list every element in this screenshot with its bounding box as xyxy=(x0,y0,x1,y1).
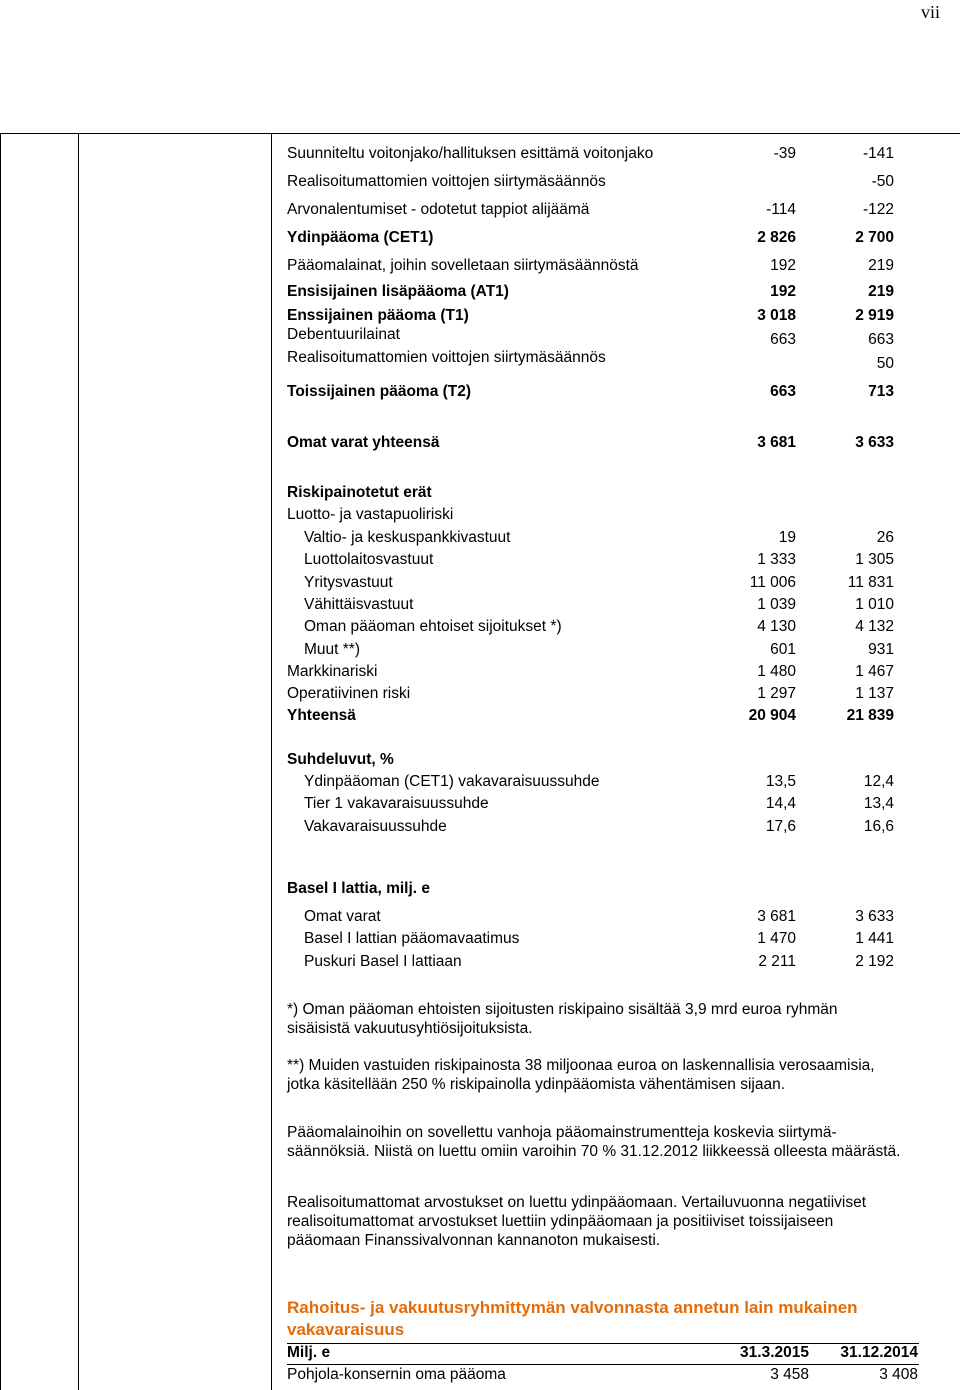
conglomerate-heading-line: vakavaraisuus xyxy=(287,1320,405,1339)
row-label: Muut **) xyxy=(304,640,360,658)
value-2014: 219 xyxy=(868,283,894,300)
row-label: Pohjola-konsernin oma pääoma xyxy=(287,1366,506,1383)
capital-row xyxy=(287,143,907,165)
capital-row xyxy=(287,281,907,303)
ratios-section-title xyxy=(287,749,907,771)
header-2014: 31.12.2014 xyxy=(840,1344,918,1361)
risk-row xyxy=(287,572,907,594)
capital-row xyxy=(287,171,907,193)
value-2015: 2 826 xyxy=(757,229,796,246)
header-2015: 31.3.2015 xyxy=(740,1344,809,1361)
row-label: Vähittäisvastuut xyxy=(304,595,414,613)
value-2015: 14,4 xyxy=(765,795,796,813)
value-2015: 601 xyxy=(770,640,796,658)
value-2014: -50 xyxy=(871,173,894,190)
unrealised-values-row xyxy=(287,353,907,375)
value-2014: 3 408 xyxy=(879,1366,918,1383)
value-2014: 1 467 xyxy=(855,662,894,680)
row-label: Oman pääoman ehtoiset sijoitukset *) xyxy=(304,618,562,636)
row-label: Basel I lattia, milj. e xyxy=(287,880,431,897)
value-2014: 2 192 xyxy=(855,952,894,970)
value-2015: 3 681 xyxy=(757,434,796,451)
value-2014: 12,4 xyxy=(863,773,894,790)
note-paragraph xyxy=(287,1000,947,1038)
value-2014: 3 633 xyxy=(855,434,894,451)
value-2014: 16,6 xyxy=(863,817,894,835)
ratio-row xyxy=(287,816,907,838)
risk-row xyxy=(287,616,907,638)
row-label: Ydinpääoman (CET1) vakavaraisuussuhde xyxy=(304,773,600,790)
row-label: Enssijainen pääoma (T1) xyxy=(287,307,469,324)
note-line: **) Muiden vastuiden riskipainosta 38 miljoonaa euroa on laskennallisia verosaamisia, xyxy=(287,1057,875,1074)
row-label: Vakavaraisuussuhde xyxy=(304,817,447,835)
row-label: Yritysvastuut xyxy=(304,573,393,591)
basel-row xyxy=(287,928,907,950)
own-funds-total-row xyxy=(287,432,907,454)
frame-left-line xyxy=(0,133,1,1390)
value-2015: 3 681 xyxy=(757,908,796,925)
value-2015: 13,5 xyxy=(765,773,796,790)
risk-row xyxy=(287,639,907,661)
frame-col-line-1 xyxy=(78,133,79,1390)
row-label: Toissijainen pääoma (T2) xyxy=(287,383,472,400)
value-2015: 663 xyxy=(770,383,796,400)
value-2015: -39 xyxy=(773,145,796,162)
row-label: Luottolaitosvastuut xyxy=(304,551,434,569)
value-2015: 4 130 xyxy=(757,618,796,636)
note-line: Realisoitumattomat arvostukset on luettu ydinpääomaan. Vertailuvuonna negatiiviset xyxy=(287,1194,867,1211)
value-2014: -122 xyxy=(862,201,894,218)
row-label: Arvonalentumiset - odotetut tappiot alijäämä xyxy=(287,201,590,218)
note-line: *) Oman pääoman ehtoisten sijoitusten riskipaino sisältää 3,9 mrd euroa ryhmän xyxy=(287,1001,838,1018)
value-2014: 11 831 xyxy=(847,573,894,591)
ratio-row xyxy=(287,793,907,815)
basel-row xyxy=(287,951,907,973)
value-2015: 192 xyxy=(770,257,796,274)
row-label: Puskuri Basel I lattiaan xyxy=(304,952,462,970)
row-label: Valtio- ja keskuspankkivastuut xyxy=(304,529,511,546)
capital-row xyxy=(287,255,907,277)
frame-top-line xyxy=(0,133,960,134)
capital-row xyxy=(287,227,907,249)
value-2015: 1 333 xyxy=(757,551,796,569)
frame-col-line-2 xyxy=(271,133,272,1390)
value-2015: 1 470 xyxy=(757,930,796,948)
note-paragraph xyxy=(287,1193,947,1250)
basel-section-title xyxy=(287,878,907,900)
row-label: Ensisijainen lisäpääoma (AT1) xyxy=(287,283,509,300)
value-2015: 19 xyxy=(778,529,796,546)
value-2015: 20 904 xyxy=(748,707,796,725)
row-label: Suhdeluvut, % xyxy=(287,751,394,768)
value-2014: 3 633 xyxy=(855,908,894,925)
value-2015: 2 211 xyxy=(758,952,796,970)
value-2014: 219 xyxy=(868,257,894,274)
risk-row xyxy=(287,549,907,571)
value-2014: 26 xyxy=(876,529,894,546)
row-label: Riskipainotetut erät xyxy=(287,484,432,501)
capital-row xyxy=(287,199,907,221)
conglomerate-row xyxy=(287,1365,919,1385)
conglomerate-heading-line: Rahoitus- ja vakuutusryhmittymän valvonnasta annetun lain mukainen xyxy=(287,1298,858,1317)
risk-row xyxy=(287,683,907,705)
page-number: vii xyxy=(920,2,940,22)
t2-total-row xyxy=(287,381,907,403)
note-line: pääomaan Finanssivalvonnan kannanoton mukaisesti. xyxy=(287,1232,661,1249)
value-2014: 931 xyxy=(868,640,894,658)
value-2014: 2 700 xyxy=(855,229,894,246)
risk-row xyxy=(287,594,907,616)
row-label: Tier 1 vakavaraisuussuhde xyxy=(304,795,489,813)
note-line: Pääomalainoihin on sovellettu vanhoja pääomainstrumentteja koskevia siirtymä- xyxy=(287,1124,837,1141)
risk-row xyxy=(287,661,907,683)
value-2014: 4 132 xyxy=(855,618,894,636)
value-2015: 1 480 xyxy=(757,662,796,680)
value-2015: 1 297 xyxy=(757,685,796,703)
value-2014: 713 xyxy=(868,383,894,400)
risk-row xyxy=(287,527,907,549)
value-2015: 3 018 xyxy=(757,307,796,324)
value-2014: 1 305 xyxy=(855,551,894,569)
ratio-row xyxy=(287,771,907,793)
value-2015: 192 xyxy=(770,283,796,300)
conglomerate-heading xyxy=(287,1297,927,1341)
note-line: sisäisistä vakuutusyhtiösijoituksista. xyxy=(287,1020,533,1037)
note-line: säännöksiä. Niistä on luettu omiin varoihin 70 % 31.12.2012 liikkeessä olleesta määrästä. xyxy=(287,1143,901,1160)
row-label: Luotto- ja vastapuoliriski xyxy=(287,506,454,523)
value-2014: 663 xyxy=(868,331,894,348)
value-2015: 3 458 xyxy=(770,1366,809,1383)
value-2015: 11 006 xyxy=(749,573,796,591)
value-2014: 13,4 xyxy=(863,795,894,813)
value-2015: 663 xyxy=(770,331,796,348)
value-2015: 1 039 xyxy=(757,595,796,613)
note-paragraph xyxy=(287,1056,947,1094)
row-label: Realisoitumattomien voittojen siirtymäsäännös xyxy=(287,173,606,190)
conglomerate-header-row xyxy=(287,1343,919,1363)
note-line: jotka käsitellään 250 % riskipainolla ydinpääomista vähentämisen sijaan. xyxy=(287,1076,786,1093)
row-label: Pääomalainat, joihin sovelletaan siirtymäsäännöstä xyxy=(287,257,639,274)
value-2014: -141 xyxy=(862,145,894,162)
value-2014: 1 441 xyxy=(855,930,894,948)
value-2014: 2 919 xyxy=(855,307,894,324)
row-label: Realisoitumattomien voittojen siirtymäsäännös xyxy=(287,349,606,366)
row-label: Basel I lattian pääomavaatimus xyxy=(304,930,520,948)
basel-row xyxy=(287,906,907,928)
row-label: Operatiivinen riski xyxy=(287,685,411,703)
value-2014: 21 839 xyxy=(846,707,894,725)
value-2015: -114 xyxy=(766,201,796,218)
value-2014: 1 137 xyxy=(855,685,894,703)
row-label: Ydinpääoma (CET1) xyxy=(287,229,434,246)
row-label: Omat varat yhteensä xyxy=(287,434,440,451)
row-label: Debentuurilainat xyxy=(287,326,400,343)
risk-section-title xyxy=(287,482,907,504)
row-label: Omat varat xyxy=(304,908,381,925)
row-label: Suunniteltu voitonjako/hallituksen esittämä voitonjako xyxy=(287,145,654,162)
row-label: Markkinariski xyxy=(287,662,378,680)
value-2014: 50 xyxy=(876,355,894,372)
note-paragraph xyxy=(287,1123,947,1161)
value-2014: 1 010 xyxy=(855,595,894,613)
note-line: realisoitumattomat arvostukset luettiin ydinpääomaan ja positiiviset toissijaiseen xyxy=(287,1213,834,1230)
value-2015: 17,6 xyxy=(765,817,796,835)
risk-section-subtitle xyxy=(287,504,907,526)
risk-row xyxy=(287,705,907,727)
header-label: Milj. e xyxy=(287,1344,331,1361)
row-label: Yhteensä xyxy=(287,707,356,725)
